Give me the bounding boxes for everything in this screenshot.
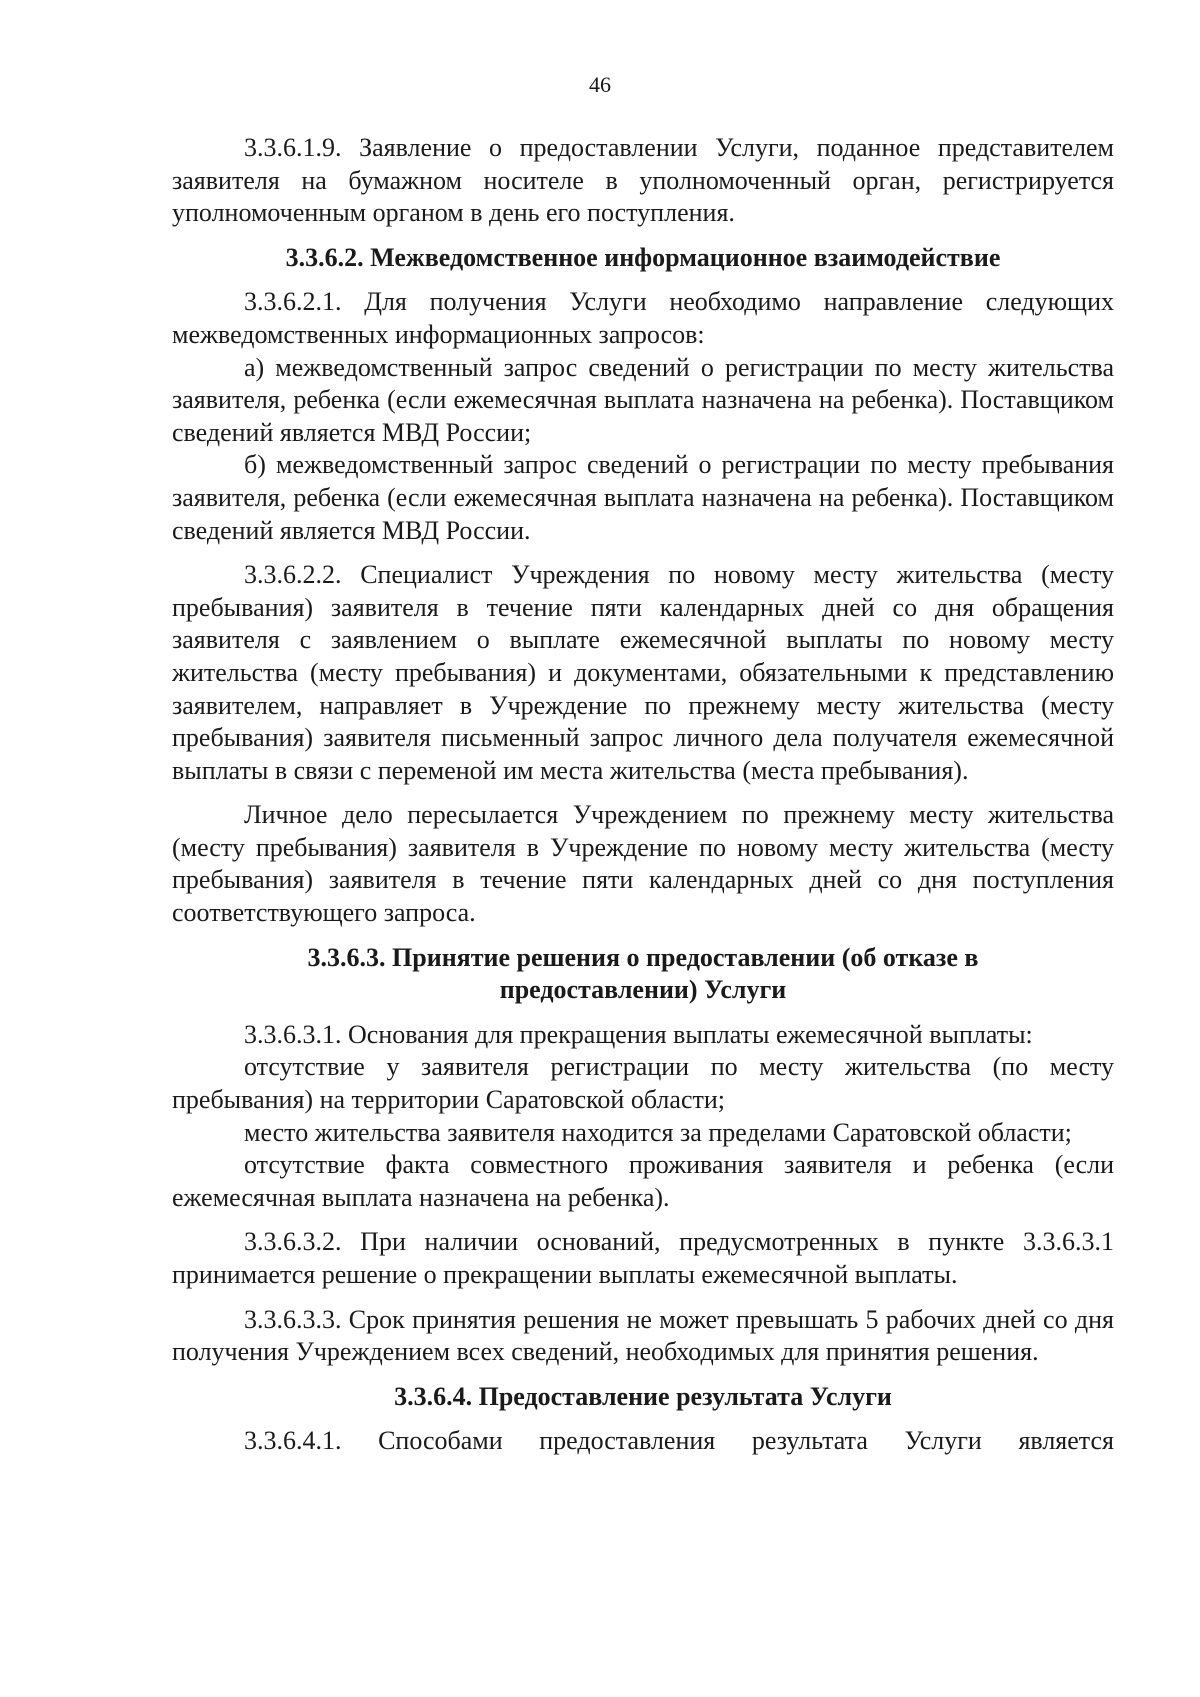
paragraph-3-3-6-2-2: 3.3.6.2.2. Специалист Учреждения по новому месту жительства (месту пребывания) заявителя в течение пяти календарных дней со дня обращения заявителя с заявлением о выплате ежемесячной выплаты по новому месту жительства (месту пребывания) и документами, обязательными к представлению заявителем, направляет в Учреждение по прежнему месту жительства (месту пребывания) заявителя письменный запрос личного дела получателя ежемесячной выплаты в связи с переменой им места жительства (места пребывания). [172,560,1114,785]
page-number: 46 [589,72,611,97]
section-heading-3-3-6-3 [172,942,1114,1007]
paragraph-personal-file: Личное дело пересылается Учреждением по прежнему месту жительства (месту пребывания) заявителя в Учреждение по новому месту жительства (месту пребывания) заявителя в течение пяти календарных дней со дня поступления соответствующего запроса. [172,800,1114,928]
section-heading-3-3-6-4: 3.3.6.4. Предоставление результата Услуги [394,1381,892,1411]
paragraph-ground-cohabitation: отсутствие факта совместного проживания заявителя и ребенка (если ежемесячная выплата назначена на ребенка). [172,1150,1114,1212]
paragraph-item-b: б) межведомственный запрос сведений о регистрации по месту пребывания заявителя, ребенка (если ежемесячная выплата назначена на ребенка). Поставщиком сведений является МВД России. [172,450,1114,545]
section-heading-3-3-6-3-line2: предоставлении) Услуги [499,975,787,1005]
paragraph-item-a: а) межведомственный запрос сведений о регистрации по месту жительства заявителя, ребенка (если ежемесячная выплата назначена на ребенка). Поставщиком сведений является МВД России; [172,352,1114,447]
paragraph-3-3-6-3-1: 3.3.6.3.1. Основания для прекращения выплаты ежемесячной выплаты: [244,1019,1033,1049]
section-heading-3-3-6-3-line1: 3.3.6.3. Принятие решения о предоставлении (об отказе в [307,942,979,972]
paragraph-3-3-6-1-9: 3.3.6.1.9. Заявление о предоставлении Услуги, поданное представителем заявителя на бумажном носителе в уполномоченный орган, регистрируется уполномоченным органом в день его поступления. [172,133,1114,228]
section-heading-3-3-6-2: 3.3.6.2. Межведомственное информационное взаимодействие [285,242,1001,272]
paragraph-3-3-6-4-1: 3.3.6.4.1. Способами предоставления результата Услуги является [244,1426,1114,1456]
paragraph-ground-registration: отсутствие у заявителя регистрации по месту жительства (по месту пребывания) на территории Саратовской области; [172,1052,1114,1115]
page-content [172,132,1114,1458]
paragraph-ground-residence: место жительства заявителя находится за пределами Саратовской области; [244,1117,1072,1147]
paragraph-3-3-6-2-1: 3.3.6.2.1. Для получения Услуги необходимо направление следующих межведомственных информационных запросов: [172,287,1114,349]
paragraph-3-3-6-3-2: 3.3.6.3.2. При наличии оснований, предусмотренных в пункте 3.3.6.3.1 принимается решение о прекращении выплаты ежемесячной выплаты. [172,1227,1114,1289]
paragraph-3-3-6-3-3: 3.3.6.3.3. Срок принятия решения не может превышать 5 рабочих дней со дня получения Учреждением всех сведений, необходимых для принятия решения. [172,1304,1114,1367]
